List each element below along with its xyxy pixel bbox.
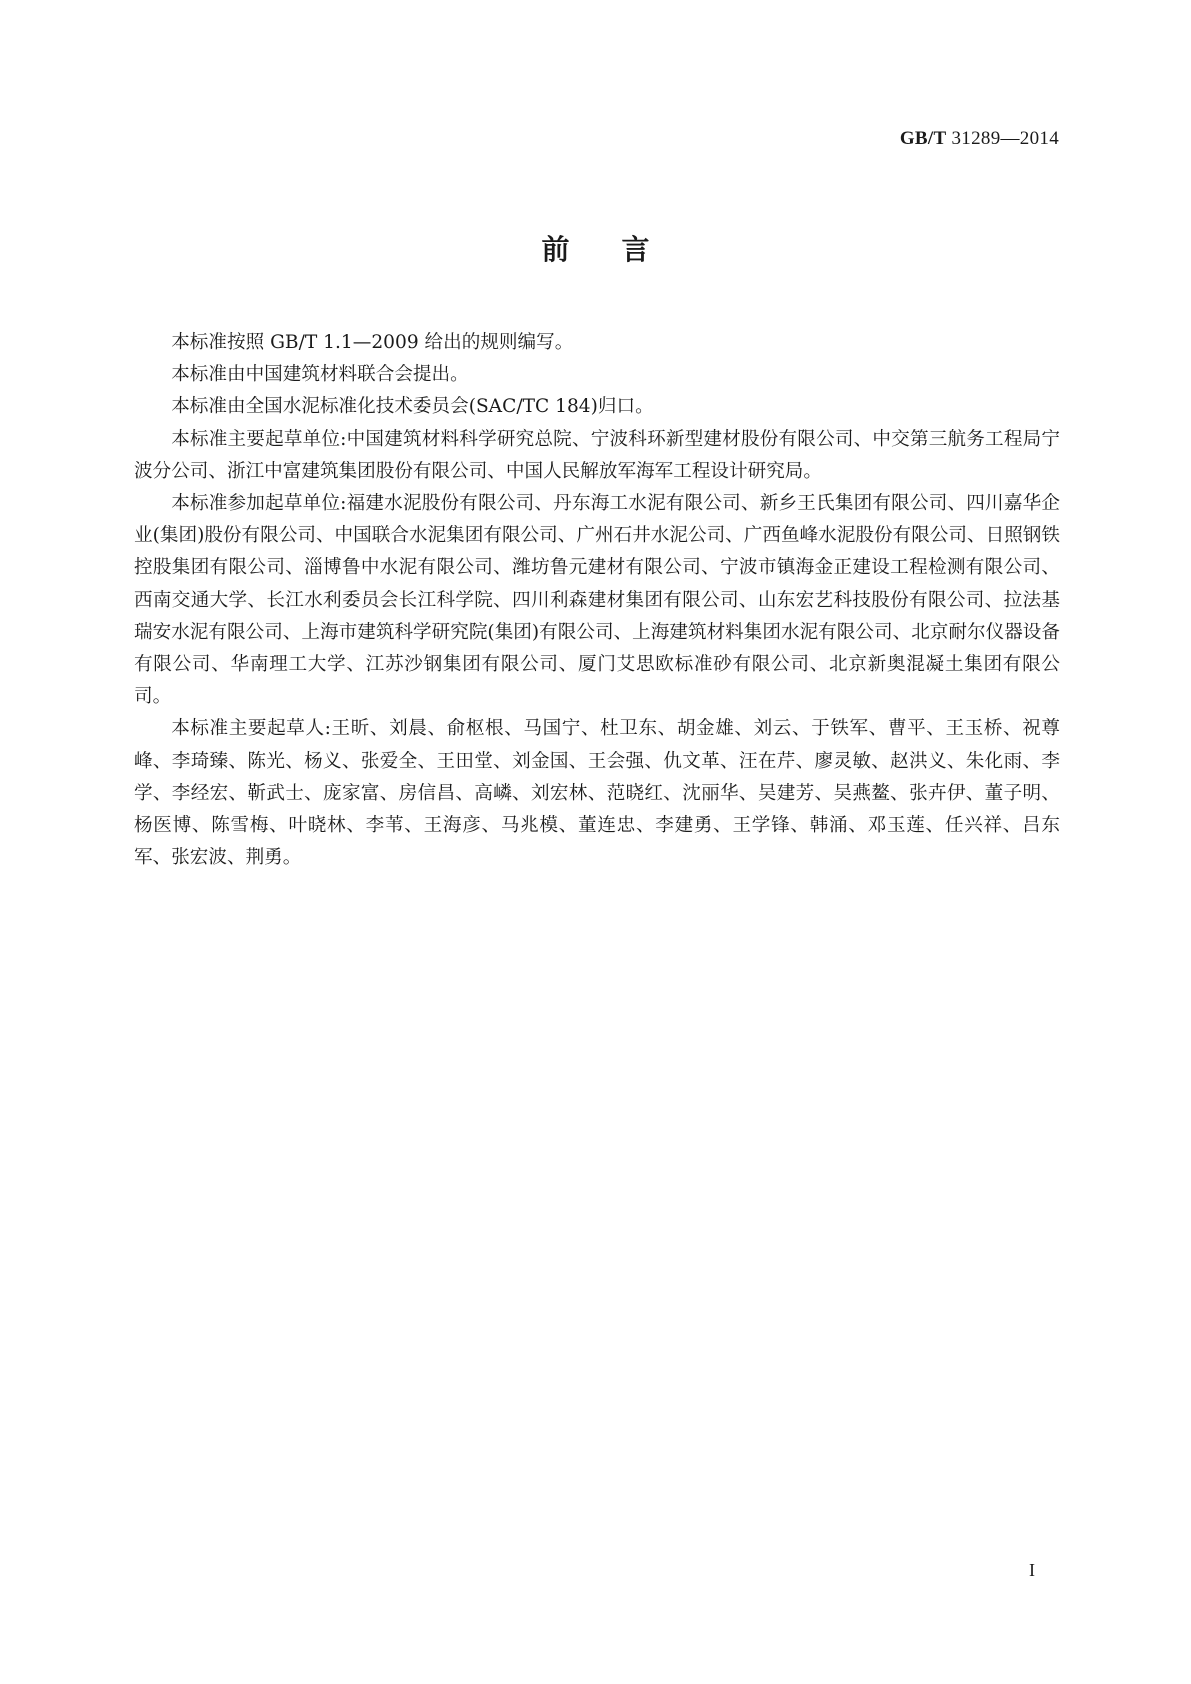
- paragraph-technical-committee: 本标准由全国水泥标准化技术委员会(SAC/TC 184)归口。: [171, 396, 654, 418]
- standard-number: 31289—2014: [951, 128, 1059, 149]
- paragraph-proposer: 本标准由中国建筑材料联合会提出。: [171, 364, 469, 386]
- paragraph-participating-units: 本标准参加起草单位:福建水泥股份有限公司、丹东海工水泥有限公司、新乡王氏集团有限公司、四川嘉华企业(集团)股份有限公司、中国联合水泥集团有限公司、广州石井水泥公司、广西鱼峰水泥股份有限公司、日照钢铁控股集团有限公司、淄博鲁中水泥有限公司、潍坊鲁元建材有限公司、宁波市镇海金正建设工程检测有限公司、西南交通大学、长江水利委员会长江科学院、四川利森建材集团有限公司、山东宏艺科技股份有限公司、拉法基瑞安水泥有限公司、上海市建筑科学研究院(集团)有限公司、上海建筑材料集团水泥有限公司、北京耐尔仪器设备有限公司、华南理工大学、江苏沙钢集团有限公司、厦门艾思欧标准砂有限公司、北京新奥混凝土集团有限公司。: [134, 493, 1060, 708]
- foreword-body: [134, 327, 1060, 874]
- page-number: I: [1029, 1560, 1035, 1580]
- standard-code: [900, 128, 1059, 150]
- paragraph-drafting-rules: 本标准按照 GB/T 1.1—2009 给出的规则编写。: [171, 332, 574, 353]
- paragraph-main-drafting-units: 本标准主要起草单位:中国建筑材料科学研究总院、宁波科环新型建材股份有限公司、中交第三航务工程局宁波分公司、浙江中富建筑集团股份有限公司、中国人民解放军海军工程设计研究局。: [134, 428, 1060, 482]
- page-title: 前言: [541, 233, 702, 266]
- standard-prefix: GB/T: [899, 128, 947, 149]
- paragraph-main-drafters: 本标准主要起草人:王昕、刘晨、俞枢根、马国宁、杜卫东、胡金雄、刘云、于铁军、曹平、王玉桥、祝尊峰、李琦臻、陈光、杨义、张爱全、王田堂、刘金国、王会强、仇文革、汪在芹、廖灵敏、赵洪义、朱化雨、李学、李经宏、靳武士、庞家富、房信昌、高嶙、刘宏林、范晓红、沈丽华、吴建芳、吴燕鳌、张卉伊、董子明、杨医博、陈雪梅、叶晓林、李苇、王海彦、马兆模、董连忠、李建勇、王学锋、韩涌、邓玉莲、任兴祥、吕东军、张宏波、荆勇。: [134, 718, 1060, 869]
